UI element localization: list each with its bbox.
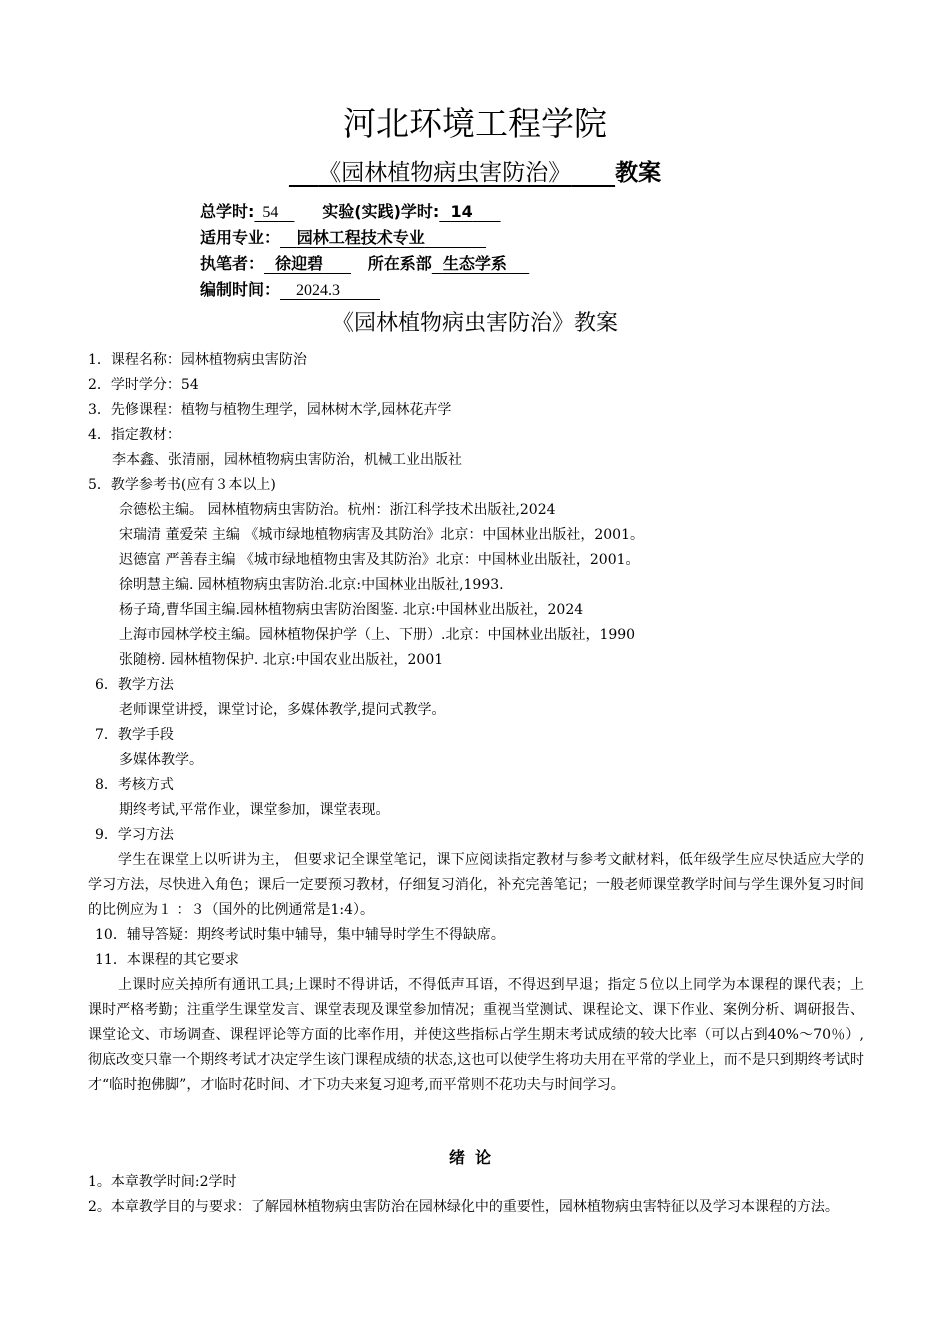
item-tutoring: 10．辅导答疑：期终考试时集中辅导，集中辅导时学生不得缺席。 [95,927,505,943]
meta-author-row [200,251,529,277]
item-assessment-heading: 8．考核方式 [95,777,174,793]
reference-item: 佘德松主编。 园林植物病虫害防治。杭州：浙江科学技术出版社,2024 [119,502,556,518]
lab-hours-label: 实验(实践)学时: [322,202,440,221]
course-title: 《园林植物病虫害防治》 [318,160,572,186]
item-textbook-heading: 4．指定教材： [88,427,181,443]
author-value: 徐迎碧 [275,254,324,273]
plan-label: 教案 [615,160,662,186]
meta-date-row [200,277,380,304]
reference-item: 杨子琦,曹华国主编.园林植物病虫害防治图鉴. 北京:中国林业出版社，2024 [119,602,584,618]
date-label: 编制时间： [200,280,281,299]
school-name: 河北环境工程学院 [343,104,607,143]
reference-item: 宋瑞清 董爱荣 主编 《城市绿地植物病害及其防治》北京：中国林业出版社，2001。 [119,527,644,543]
item-other-requirements-heading: 11．本课程的其它要求 [95,952,239,968]
item-assessment-text: 期终考试,平常作业，课堂参加，课堂表现。 [119,802,390,818]
course-title-underlined [289,160,615,186]
dept-value: 生态学系 [442,254,507,273]
lab-hours-value: 14 [450,202,473,221]
item-textbook-text: 李本鑫、张清丽，园林植物病虫害防治，机械工业出版社 [112,452,462,468]
chapter-title: 绪论 [448,1148,501,1167]
dept-label: 所在系部 [367,254,432,273]
reference-item: 上海市园林学校主编。园林植物保护学（上、下册）.北京：中国林业出版社，1990 [119,627,636,643]
plan-title: 《园林植物病虫害防治》教案 [331,311,618,336]
course-plan-heading [0,155,950,191]
meta-major-row [200,225,486,251]
reference-item: 张随榜. 园林植物保护. 北京:中国农业出版社，2001 [119,652,444,668]
item-teaching-means-text: 多媒体教学。 [119,752,203,768]
item-study-method-heading: 9．学习方法 [95,827,174,843]
item-teaching-method-text: 老师课堂讲授，课堂讨论，多媒体教学,提问式教学。 [119,702,446,718]
chapter-teaching-time: 1。本章教学时间:2学时 [88,1174,237,1190]
total-hours-value: 54 [262,204,279,221]
item-teaching-method-heading: 6．教学方法 [95,677,174,693]
meta-hours-row [200,199,501,226]
major-label: 适用专业： [200,228,281,247]
item-study-method-text: 学生在课堂上以听讲为主， 但要求记全课堂笔记，课下应阅读指定教材与参考文献材料，低年级学生应尽快适应大学的学习方法，尽快进入角色；课后一定要预习教材，仔细复习消化，补充完善笔记；一般老师课堂教学时间与学生课外复习时间的比例应为１ ：３（国外的比例通常是1:4）。 [88,852,864,918]
item-references-heading: 5．教学参考书(应有３本以上) [88,477,276,493]
major-value: 园林工程技术专业 [296,228,425,247]
item-teaching-means-heading: 7．教学手段 [95,727,174,743]
item-other-requirements-text: 上课时应关掉所有通讯工具;上课时不得讲话，不得低声耳语，不得迟到早退；指定５位以上同学为本课程的课代表；上课时严格考勤；注重学生课堂发言、课堂表现及课堂参加情况；重视当堂测试、课程论文、课下作业、案例分析、调研报告、课堂论文、市场调查、课程评论等方面的比率作用，并使这些指标占学生期末考试成绩的较大比率（可以占到40%～70％）,彻底改变只靠一个期终考试才决定学生该门课程成绩的状态,这也可以使学生将功夫用在平常的学业上，而不是只到期终考试时才“临时抱佛脚”，才临时花时间、才下功夫来复习迎考,而平常则不花功夫与时间学习。 [88,977,864,1093]
date-value: 2024.3 [296,282,341,299]
item-credits: 2．学时学分：54 [88,377,199,393]
total-hours-label: 总学时: [200,202,255,221]
reference-item: 徐明慧主编. 园林植物病虫害防治.北京:中国林业出版社,1993. [119,577,504,593]
item-prerequisites: 3．先修课程：植物与植物生理学，园林树木学,园林花卉学 [88,402,452,418]
reference-item: 迟德富 严善春主编 《城市绿地植物虫害及其防治》北京：中国林业出版社，2001。 [119,552,640,568]
item-course-name: 1．课程名称：园林植物病虫害防治 [88,352,307,368]
author-label: 执笔者： [200,254,265,273]
chapter-teaching-goals: 2。本章教学目的与要求：了解园林植物病虫害防治在园林绿化中的重要性，园林植物病虫害特征以及学习本课程的方法。 [88,1199,839,1215]
